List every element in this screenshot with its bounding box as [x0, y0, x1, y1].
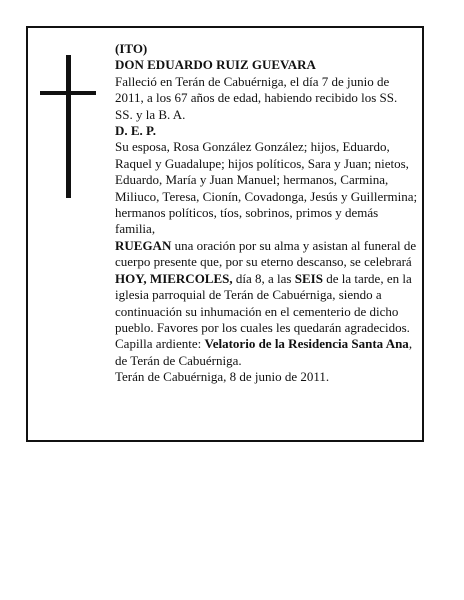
cross-vertical-bar — [66, 55, 71, 198]
chapel-name: Velatorio de la Residencia Santa Ana — [204, 336, 409, 352]
request-text-4: , de Terán de Cabuérniga. — [115, 336, 413, 368]
obituary-text — [115, 41, 418, 386]
funeral-day: HOY, MIERCOLES, — [115, 270, 233, 286]
ruegan-label: RUEGAN — [115, 237, 172, 253]
funeral-hour: SEIS — [294, 270, 323, 286]
obituary-notice — [26, 26, 424, 442]
request-text-1: una oración por su alma y asistan al funeral de cuerpo presente que, por su eterno descanso, se celebrará — [115, 237, 417, 270]
funeral-request — [115, 238, 418, 369]
cross-horizontal-bar — [40, 91, 96, 95]
cross-icon — [40, 55, 96, 198]
dep-line: D. E. P. — [115, 123, 157, 139]
request-text-3: de la tarde, en la iglesia parroquial de Terán de Cabuérniga, siendo a continuación su inhumación en el cementerio de dicho pueblo. Favores por los cuales les quedarán agradecidos. Capilla ardiente: — [115, 270, 412, 352]
deceased-nickname: (ITO) — [115, 41, 148, 56]
deceased-name: DON EDUARDO RUIZ GUEVARA — [115, 57, 316, 73]
family-list: Su esposa, Rosa González González; hijos, Eduardo, Raquel y Guadalupe; hijos políticos, Sara y Juan; nietos, Eduardo, María y Juan Manuel; hermanos, Carmina, Miliuco, Teresa, Cionín, Covadonga, Jesús y Guillermina; hermanos políticos, tíos, sobrinos, primos y demás familia, — [115, 139, 418, 237]
request-text-2: día 8, a las — [232, 270, 295, 286]
death-statement: Falleció en Terán de Cabuérniga, el día 7 de junio de 2011, a los 67 años de edad, habiendo recibido los SS. SS. y la B. A. — [115, 73, 398, 122]
place-date: Terán de Cabuérniga, 8 de junio de 2011. — [115, 369, 330, 385]
